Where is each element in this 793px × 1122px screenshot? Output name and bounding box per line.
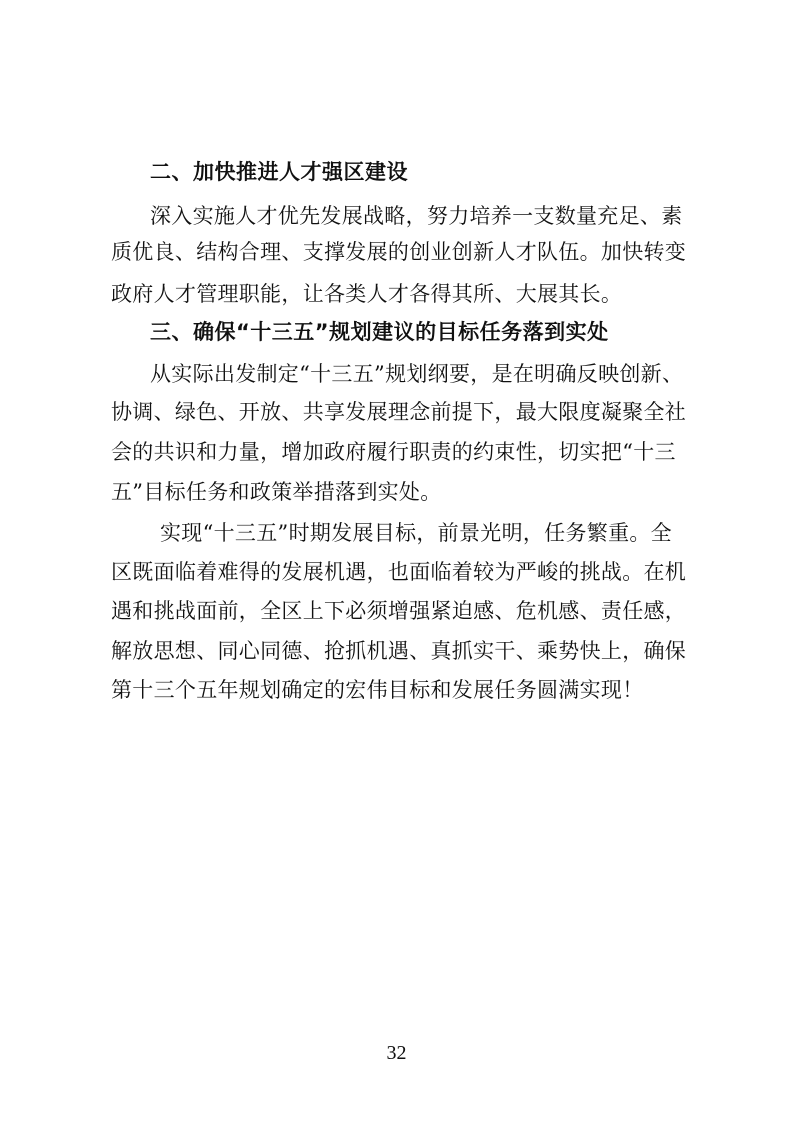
section-heading-2: 二、加快推进人才强区建设	[150, 160, 408, 184]
paragraph-line: 政府人才管理职能，让各类人才各得其所、大展其长。	[111, 282, 623, 306]
paragraph-line: 会的共识和力量，增加政府履行职责的约束性，切实把“十三	[111, 440, 676, 464]
paragraph-line: 五”目标任务和政策举措落到实处。	[111, 480, 442, 504]
paragraph-line: 协调、绿色、开放、共享发展理念前提下，最大限度凝聚全社	[111, 400, 687, 424]
paragraph-line: 质优良、结构合理、支撑发展的创业创新人才队伍。加快转变	[111, 240, 687, 264]
paragraph-line: 解放思想、同心同德、抢抓机遇、真抓实干、乘势快上，确保	[111, 639, 687, 663]
paragraph-line: 实现“十三五”时期发展目标，前景光明，任务繁重。全	[160, 521, 672, 545]
paragraph-line: 第十三个五年规划确定的宏伟目标和发展任务圆满实现！	[111, 678, 644, 702]
page-number: 32	[386, 1042, 407, 1064]
section-heading-3: 三、确保“十三五”规划建议的目标任务落到实处	[150, 320, 609, 344]
paragraph-line: 深入实施人才优先发展战略，努力培养一支数量充足、素	[150, 204, 683, 228]
paragraph-line: 从实际出发制定“十三五”规划纲要，是在明确反映创新、	[150, 362, 684, 386]
paragraph-line: 区既面临着难得的发展机遇，也面临着较为严峻的挑战。在机	[111, 560, 687, 584]
paragraph-line: 遇和挑战面前，全区上下必须增强紧迫感、危机感、责任感，	[111, 599, 687, 623]
